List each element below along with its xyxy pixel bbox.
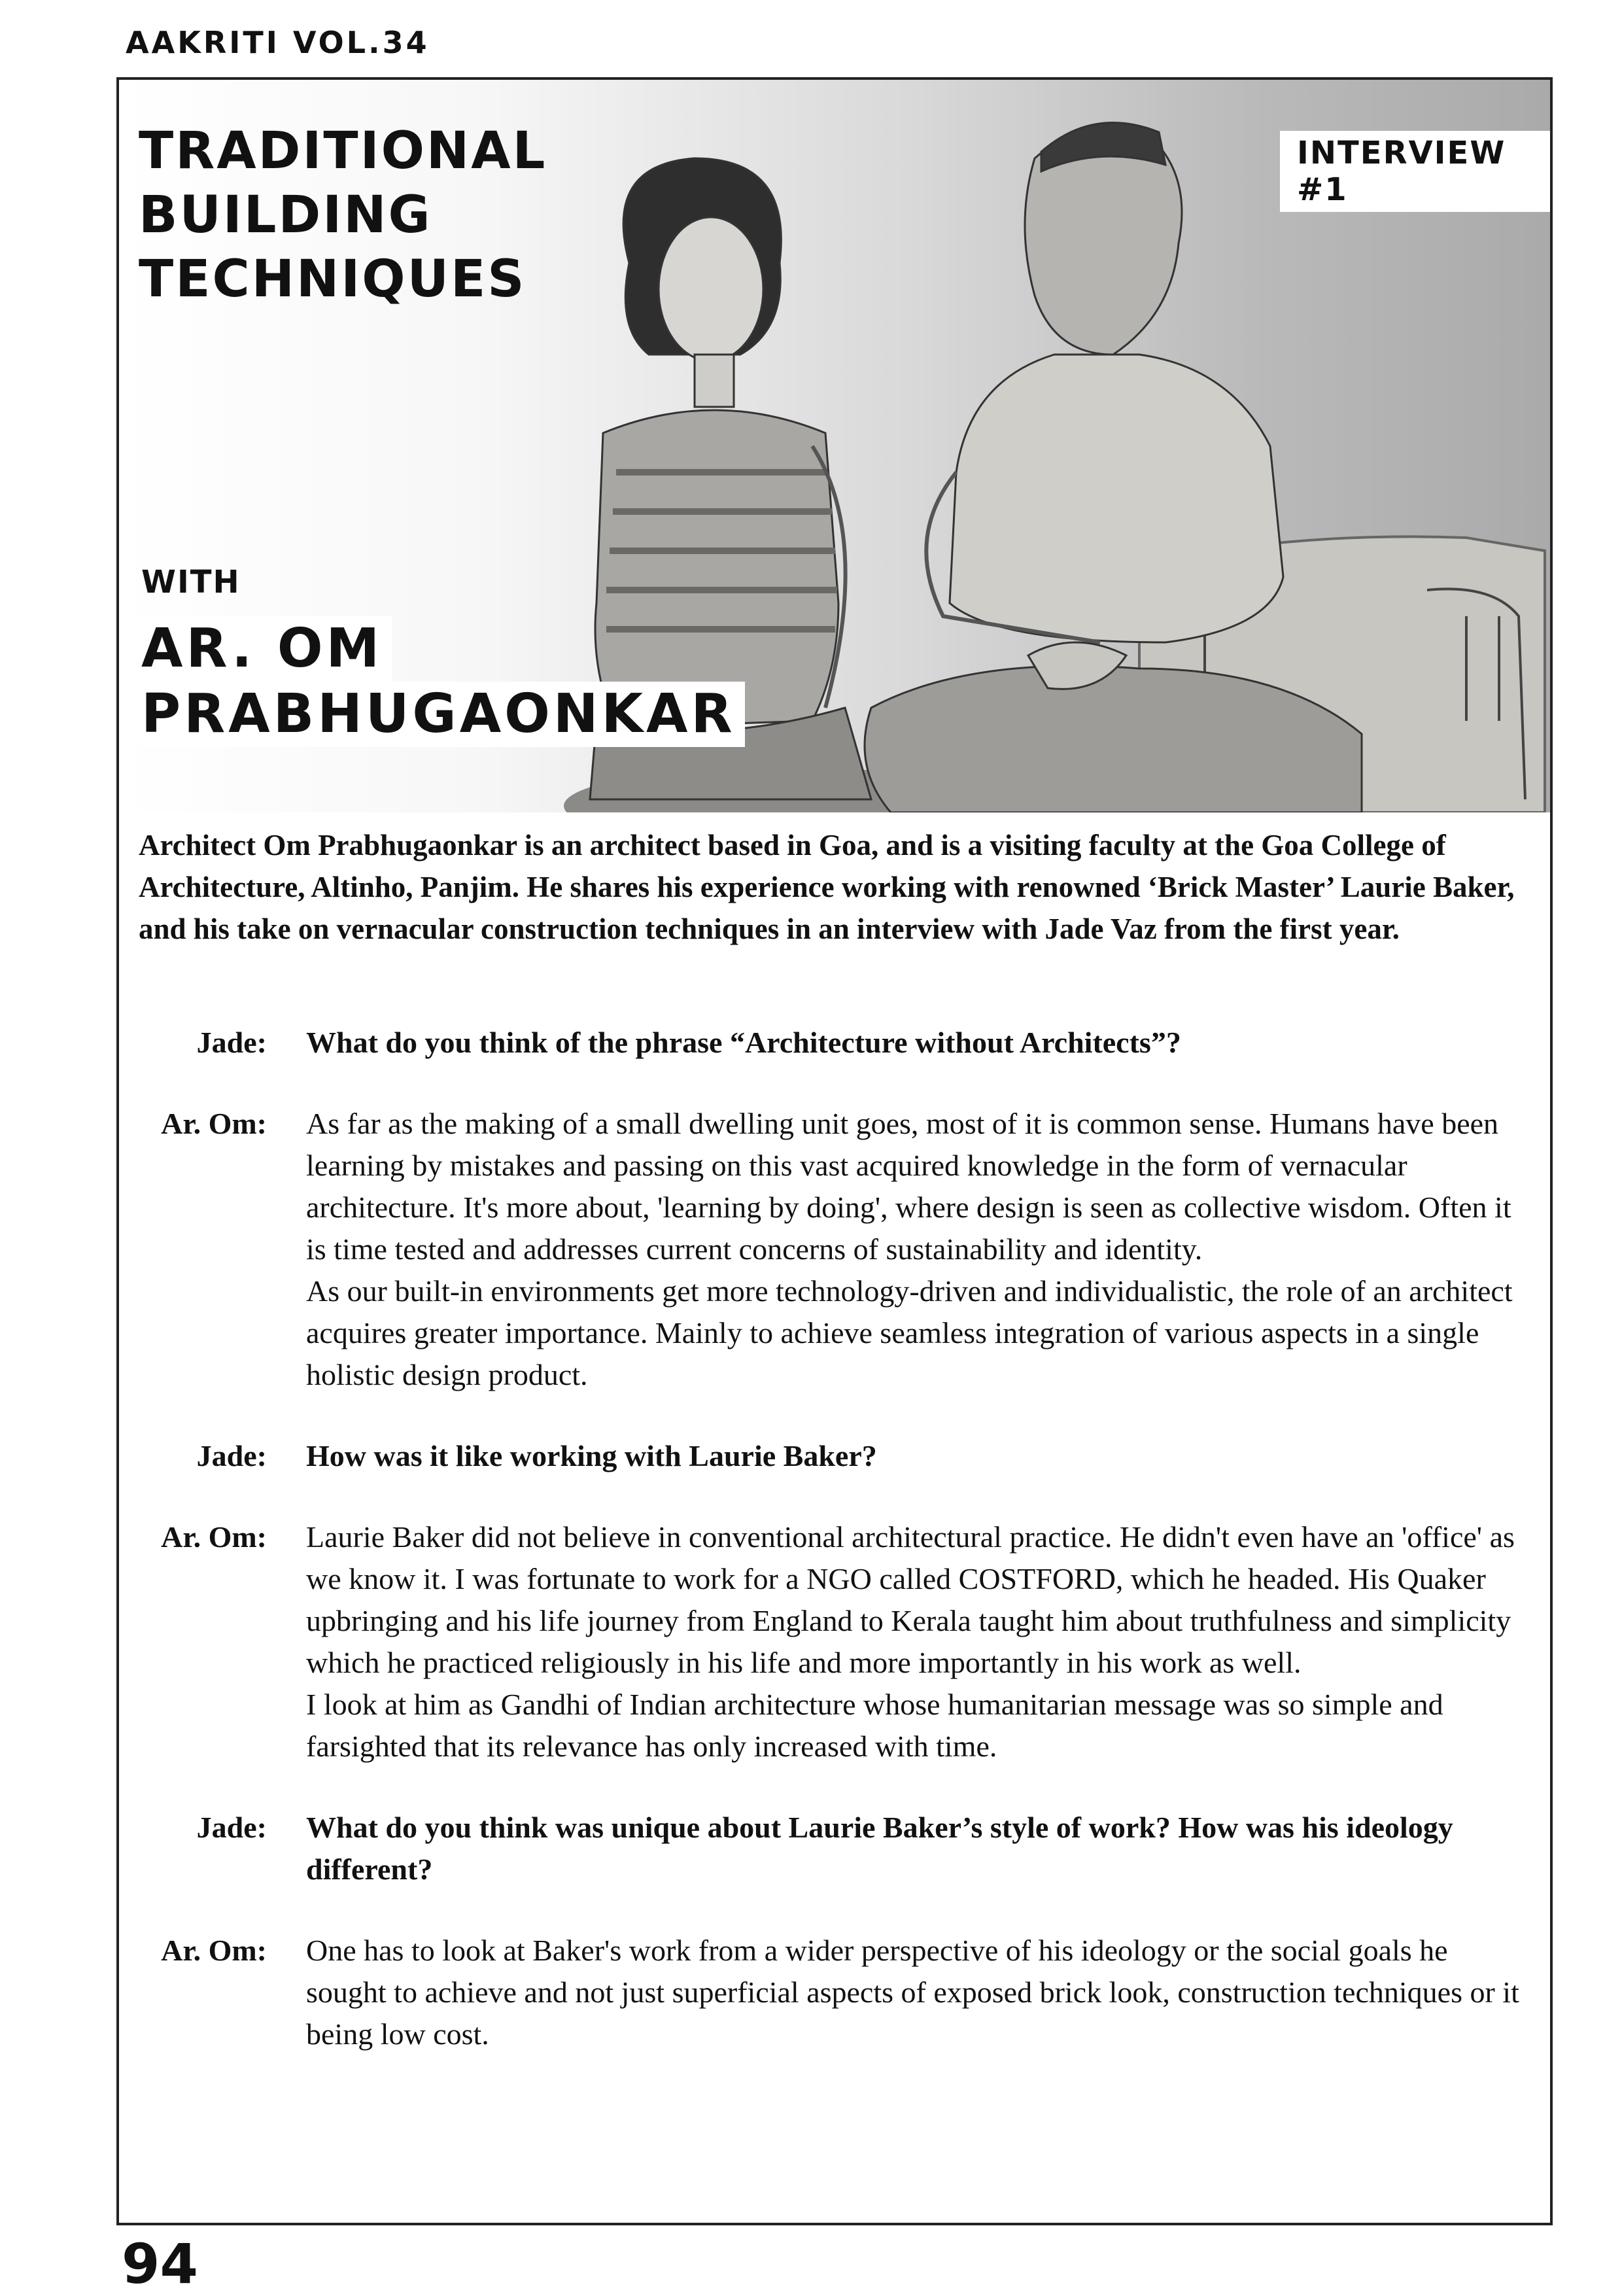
speech-paragraph: What do you think was unique about Laurie Baker’s style of work? How was his ideology different?	[306, 1811, 1453, 1886]
question-text	[306, 1807, 1523, 1890]
speech-paragraph: Laurie Baker did not believe in conventional architectural practice. He didn't even have an 'office' as we know it. I was fortunate to work for a NGO called COSTFORD, which he headed. His Quaker upbringing and his life journey from England to Kerala taught him about truthfulness and simplicity which he practiced religiously in his life and more importantly in his work as well.	[306, 1520, 1515, 1679]
dialogue-turn	[119, 1930, 1550, 2055]
title-line: TECHNIQUES	[139, 250, 526, 309]
interview-dialogue	[119, 1022, 1550, 2095]
magazine-header: AAKRITI VOL.34	[126, 25, 430, 60]
title-line: BUILDING	[139, 186, 432, 245]
speaker-label: Jade:	[196, 1439, 267, 1472]
name-line: PRABHUGAONKAR	[139, 682, 745, 747]
speech-paragraph: One has to look at Baker's work from a wider perspective of his ideology or the social goals he sought to achieve and not just superficial aspects of exposed brick look, construction techniques or it being low cost.	[306, 1934, 1519, 2051]
answer-text	[306, 1516, 1523, 1767]
question-text	[306, 1435, 1523, 1477]
speech-paragraph: I look at him as Gandhi of Indian architecture whose humanitarian message was so simple and farsighted that its relevance has only increased with time.	[306, 1688, 1443, 1763]
dialogue-turn	[119, 1516, 1550, 1767]
intro-paragraph: Architect Om Prabhugaonkar is an architect based in Goa, and is a visiting faculty at the Goa College of Architecture, Altinho, Panjim. He shares his experience working with renowned ‘Brick Master’ Laurie Baker, and his take on vernacular construction techniques in an interview with Jade Vaz from the first year.	[139, 829, 1515, 945]
speaker-label: Ar. Om:	[161, 1107, 267, 1140]
article-title	[139, 119, 547, 311]
answer-text	[306, 1103, 1523, 1396]
answer-text	[306, 1930, 1523, 2055]
interviewee-name	[139, 616, 745, 747]
hero-banner	[119, 80, 1550, 812]
speaker-label: Ar. Om:	[161, 1934, 267, 1967]
dialogue-turn	[119, 1103, 1550, 1396]
speech-paragraph: How was it like working with Laurie Baker?	[306, 1439, 877, 1472]
speaker-label: Jade:	[196, 1026, 267, 1059]
interview-badge: INTERVIEW #1	[1280, 131, 1550, 212]
dialogue-turn	[119, 1807, 1550, 1890]
speaker-label: Jade:	[196, 1811, 267, 1844]
dialogue-turn	[119, 1022, 1550, 1064]
page-number: 94	[122, 2232, 198, 2296]
question-text	[306, 1022, 1523, 1064]
man-sketch	[865, 122, 1362, 812]
speech-paragraph: What do you think of the phrase “Architecture without Architects”?	[306, 1026, 1181, 1059]
dialogue-turn	[119, 1435, 1550, 1477]
name-line: AR. OM	[139, 616, 392, 682]
speech-paragraph: As far as the making of a small dwelling unit goes, most of it is common sense. Humans have been learning by mistakes and passing on this vast acquired knowledge in the form of vernacular architecture. It's more about, 'learning by doing', where design is seen as collective wisdom. Often it is time tested and addresses current concerns of sustainability and identity.	[306, 1107, 1511, 1266]
title-line: TRADITIONAL	[139, 122, 547, 181]
speaker-label: Ar. Om:	[161, 1520, 267, 1554]
article-frame	[116, 77, 1553, 2225]
speech-paragraph: As our built-in environments get more technology-driven and individualistic, the role of an architect acquires greater importance. Mainly to achieve seamless integration of various aspects in a single holistic design product.	[306, 1274, 1513, 1391]
with-label: WITH	[141, 564, 241, 600]
